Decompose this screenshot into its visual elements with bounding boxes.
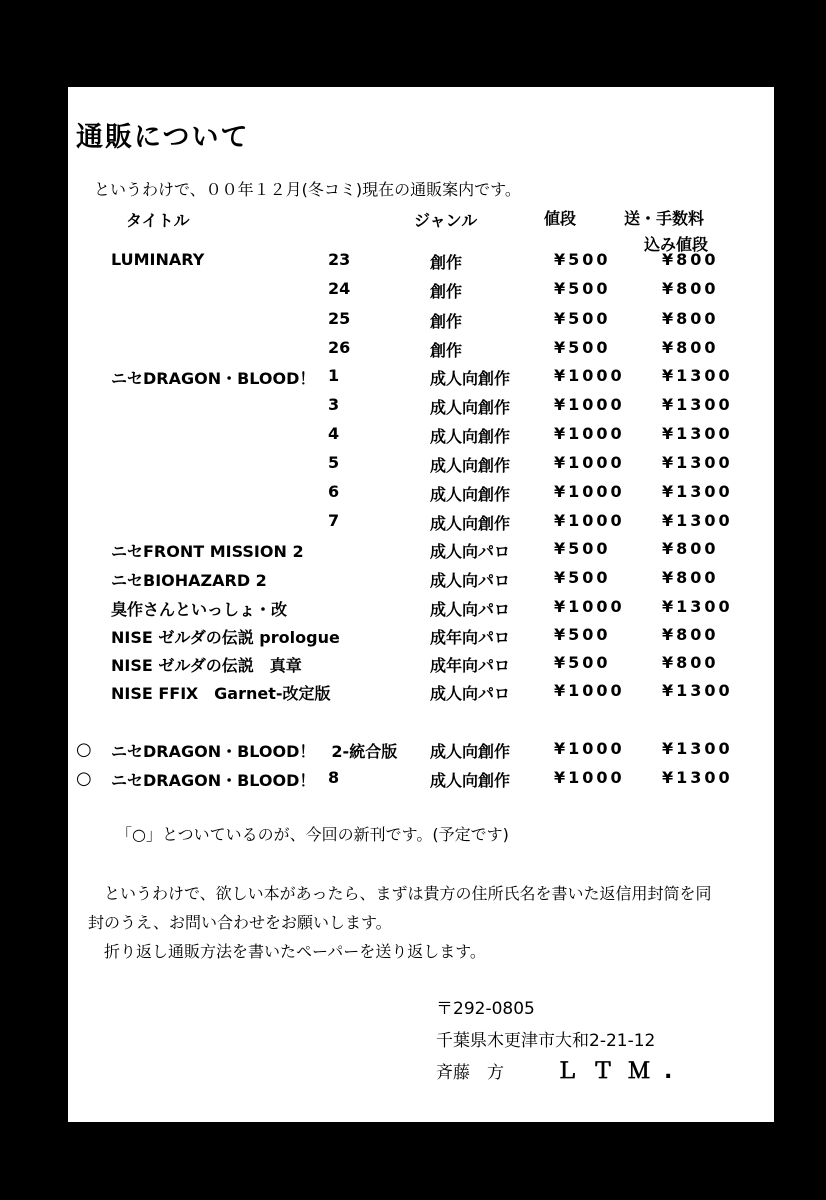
row-issue-number: 7 bbox=[328, 511, 340, 530]
row-title: ニセBIOHAZARD 2 bbox=[111, 571, 267, 590]
row-total-price: ¥1300 bbox=[662, 597, 733, 616]
table-row bbox=[68, 539, 774, 563]
row-total-price: ¥1300 bbox=[662, 768, 733, 787]
row-total-price: ¥1300 bbox=[662, 453, 733, 472]
postal-code: 〒292-0805 bbox=[436, 999, 535, 1019]
table-row bbox=[68, 395, 774, 419]
row-price: ¥500 bbox=[554, 250, 611, 269]
row-issue-number: 6 bbox=[328, 482, 340, 501]
row-title: ニセDRAGON・BLOOD！ bbox=[111, 771, 316, 790]
row-title: NISE ゼルダの伝説 真章 bbox=[111, 656, 302, 675]
row-price: ¥1000 bbox=[554, 511, 625, 530]
row-title: 臭作さんといっしょ・改 bbox=[111, 600, 288, 619]
row-price: ¥500 bbox=[554, 279, 611, 298]
row-total-price: ¥800 bbox=[662, 250, 719, 269]
row-total-price: ¥800 bbox=[662, 279, 719, 298]
table-row bbox=[68, 653, 774, 677]
row-genre: 成人向創作 bbox=[430, 427, 511, 446]
new-release-note: 「○」とついているのが、今回の新刊です。(予定です) bbox=[116, 825, 509, 844]
row-price: ¥500 bbox=[554, 309, 611, 328]
row-genre: 成人向創作 bbox=[430, 771, 511, 790]
row-title: ニセDRAGON・BLOOD！ bbox=[111, 369, 316, 388]
row-total-price: ¥800 bbox=[662, 568, 719, 587]
row-issue-number: 26 bbox=[328, 338, 351, 357]
row-price: ¥1000 bbox=[554, 366, 625, 385]
row-total-price: ¥1300 bbox=[662, 739, 733, 758]
table-row bbox=[68, 482, 774, 506]
row-total-price: ¥1300 bbox=[662, 424, 733, 443]
row-genre: 創作 bbox=[430, 282, 463, 301]
row-total-price: ¥800 bbox=[662, 653, 719, 672]
row-price: ¥500 bbox=[554, 625, 611, 644]
row-genre: 成人向創作 bbox=[430, 369, 511, 388]
table-row bbox=[68, 768, 774, 792]
row-issue-number: 25 bbox=[328, 309, 351, 328]
table-row bbox=[68, 511, 774, 535]
row-price: ¥500 bbox=[554, 338, 611, 357]
header-genre: ジャンル bbox=[414, 211, 478, 230]
new-release-mark: ○ bbox=[76, 739, 92, 760]
row-price: ¥1000 bbox=[554, 453, 625, 472]
table-row bbox=[68, 338, 774, 362]
row-total-price: ¥1300 bbox=[662, 681, 733, 700]
table-row bbox=[68, 568, 774, 592]
row-genre: 成人向創作 bbox=[430, 456, 511, 475]
page-title: 通販について bbox=[76, 122, 250, 153]
row-title: LUMINARY bbox=[111, 250, 205, 269]
table-row bbox=[68, 681, 774, 705]
row-genre: 創作 bbox=[430, 312, 463, 331]
row-genre: 成人向パロ bbox=[430, 600, 511, 619]
row-price: ¥500 bbox=[554, 539, 611, 558]
row-genre: 創作 bbox=[430, 253, 463, 272]
row-genre: 成年向パロ bbox=[430, 628, 511, 647]
row-genre: 成人向創作 bbox=[430, 485, 511, 504]
street-address: 千葉県木更津市大和2-21-12 bbox=[436, 1031, 656, 1051]
row-title: NISE FFⅨ Garnet-改定版 bbox=[111, 684, 331, 703]
table-row bbox=[68, 597, 774, 621]
row-price: ¥1000 bbox=[554, 681, 625, 700]
row-issue-number: 5 bbox=[328, 453, 340, 472]
table-row bbox=[68, 309, 774, 333]
row-price: ¥1000 bbox=[554, 395, 625, 414]
row-issue-number: 3 bbox=[328, 395, 340, 414]
table-row bbox=[68, 625, 774, 649]
table-row bbox=[68, 424, 774, 448]
row-genre: 成人向パロ bbox=[430, 571, 511, 590]
row-total-price: ¥1300 bbox=[662, 482, 733, 501]
row-title: NISE ゼルダの伝説 prologue bbox=[111, 628, 340, 647]
header-shipping-line1: 送・手数料 bbox=[624, 209, 705, 228]
row-price: ¥1000 bbox=[554, 768, 625, 787]
row-total-price: ¥1300 bbox=[662, 511, 733, 530]
table-row bbox=[68, 739, 774, 763]
header-shipping-line2: 込み値段 bbox=[644, 235, 709, 254]
row-genre: 成年向パロ bbox=[430, 656, 511, 675]
row-title: ニセFRONT MISSION 2 bbox=[111, 542, 304, 561]
row-issue-number: 4 bbox=[328, 424, 340, 443]
table-row bbox=[68, 366, 774, 390]
table-row bbox=[68, 453, 774, 477]
row-price: ¥1000 bbox=[554, 482, 625, 501]
row-price: ¥1000 bbox=[554, 739, 625, 758]
row-total-price: ¥1300 bbox=[662, 366, 733, 385]
row-issue-number: 1 bbox=[328, 366, 340, 385]
document-page bbox=[68, 87, 774, 1122]
row-issue-number: 24 bbox=[328, 279, 351, 298]
instruction-line-2: 封のうえ、お問い合わせをお願いします。 bbox=[88, 913, 392, 932]
header-price: 値段 bbox=[544, 209, 577, 228]
row-genre: 創作 bbox=[430, 341, 463, 360]
new-release-mark: ○ bbox=[76, 768, 92, 789]
table-row bbox=[68, 250, 774, 274]
row-total-price: ¥800 bbox=[662, 539, 719, 558]
row-total-price: ¥1300 bbox=[662, 395, 733, 414]
row-genre: 成人向パロ bbox=[430, 542, 511, 561]
row-genre: 成人向創作 bbox=[430, 742, 511, 761]
row-price: ¥500 bbox=[554, 568, 611, 587]
row-price: ¥1000 bbox=[554, 424, 625, 443]
row-issue-number: 23 bbox=[328, 250, 351, 269]
row-genre: 成人向創作 bbox=[430, 398, 511, 417]
row-genre: 成人向パロ bbox=[430, 684, 511, 703]
care-of: 斉藤 方 bbox=[436, 1063, 504, 1083]
header-title: タイトル bbox=[126, 211, 190, 230]
row-price: ¥1000 bbox=[554, 597, 625, 616]
row-genre: 成人向創作 bbox=[430, 514, 511, 533]
instruction-line-3: 折り返し通販方法を書いたペーパーを送り返します。 bbox=[88, 942, 486, 961]
row-price: ¥500 bbox=[554, 653, 611, 672]
table-row bbox=[68, 279, 774, 303]
row-total-price: ¥800 bbox=[662, 338, 719, 357]
row-issue-number: 8 bbox=[328, 768, 340, 787]
row-title: ニセDRAGON・BLOOD！ 2-統合版 bbox=[111, 742, 398, 761]
row-total-price: ¥800 bbox=[662, 309, 719, 328]
row-total-price: ¥800 bbox=[662, 625, 719, 644]
circle-name: ＬＴＭ. bbox=[556, 1059, 687, 1084]
intro-text: というわけで、００年１２月(冬コミ)現在の通販案内です。 bbox=[94, 180, 521, 199]
instruction-line-1: というわけで、欲しい本があったら、まずは貴方の住所氏名を書いた返信用封筒を同 bbox=[88, 884, 712, 903]
